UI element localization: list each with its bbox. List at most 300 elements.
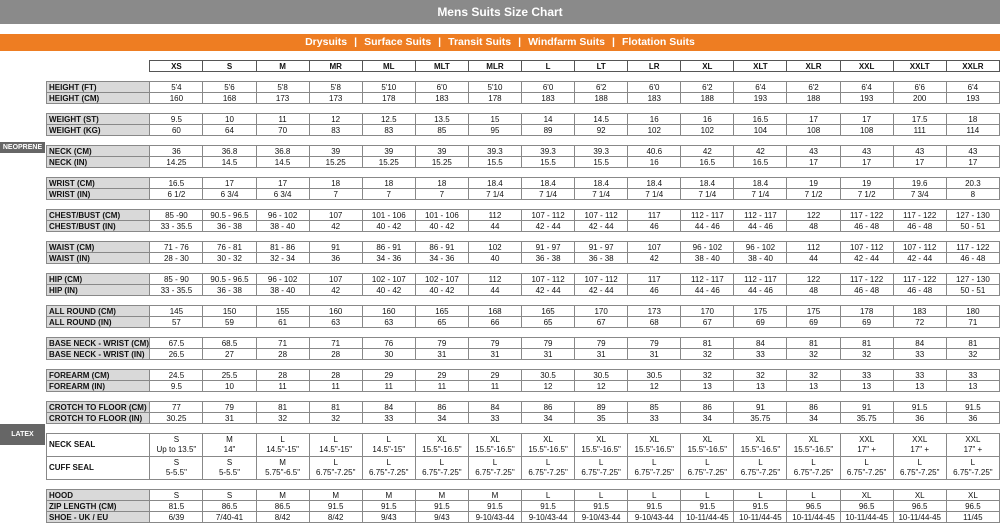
value-cell: 16.5 <box>734 157 787 168</box>
value-cell: 10 <box>203 114 256 125</box>
row-label: NECK SEAL <box>47 434 150 457</box>
value-cell: 13 <box>787 381 840 392</box>
value-cell: 43 <box>787 146 840 157</box>
value-cell: 24.5 <box>150 370 203 381</box>
seal-cell <box>893 457 946 480</box>
seal-range: 6.75"-7.25" <box>369 468 409 477</box>
value-cell: 91.5 <box>575 501 628 512</box>
spacer-row <box>47 424 1000 434</box>
seal-size: XL <box>808 435 819 444</box>
value-cell: 71 - 76 <box>150 242 203 253</box>
value-cell: 7/40-41 <box>203 512 256 523</box>
value-cell: 39.3 <box>468 146 521 157</box>
value-cell: 183 <box>522 93 575 104</box>
spacer-cell <box>150 232 1000 242</box>
value-cell: 63 <box>362 317 415 328</box>
value-cell: 44 <box>468 285 521 296</box>
value-cell: 17 <box>256 178 309 189</box>
row-label: CHEST/BUST (IN) <box>47 221 150 232</box>
value-cell: 188 <box>787 93 840 104</box>
value-cell: 30 <box>362 349 415 360</box>
row-label: BASE NECK - WRIST (CM) <box>47 338 150 349</box>
value-cell: 32 <box>681 370 734 381</box>
seal-cell <box>203 457 256 480</box>
size-chart-table <box>46 60 1000 523</box>
spacer-cell <box>150 104 1000 114</box>
value-cell: 60 <box>150 125 203 136</box>
value-cell: 9/43 <box>362 512 415 523</box>
value-cell: 15.5 <box>468 157 521 168</box>
row-label: HIP (CM) <box>47 274 150 285</box>
value-cell: 84 <box>362 402 415 413</box>
value-cell: M <box>415 490 468 501</box>
value-cell: 11 <box>468 381 521 392</box>
measurement-row <box>47 402 1000 413</box>
value-cell: 6'0 <box>628 82 681 93</box>
value-cell: 40 <box>468 253 521 264</box>
value-cell: 12.5 <box>362 114 415 125</box>
size-header-cell: LR <box>628 61 681 72</box>
value-cell: 30.5 <box>628 370 681 381</box>
value-cell: 65 <box>522 317 575 328</box>
value-cell: 79 <box>628 338 681 349</box>
seal-size: L <box>652 458 657 467</box>
value-cell: 6 3/4 <box>203 189 256 200</box>
value-cell: 178 <box>362 93 415 104</box>
spacer-cell <box>150 360 1000 370</box>
seal-cell <box>734 434 787 457</box>
seal-size: L <box>705 458 710 467</box>
value-cell: 59 <box>203 317 256 328</box>
seal-range: 15.5"-16.5" <box>740 445 781 454</box>
value-cell: 32 - 34 <box>256 253 309 264</box>
value-cell: 193 <box>840 93 893 104</box>
value-cell: 188 <box>681 93 734 104</box>
value-cell: 33 <box>893 370 946 381</box>
spacer-row <box>47 296 1000 306</box>
value-cell: 10-11/44-45 <box>840 512 893 523</box>
value-cell: 112 - 117 <box>681 274 734 285</box>
seal-size: L <box>439 458 445 467</box>
value-cell: 117 - 122 <box>840 210 893 221</box>
value-cell: 89 <box>522 125 575 136</box>
value-cell: 175 <box>734 306 787 317</box>
value-cell: 43 <box>893 146 946 157</box>
value-cell: 13 <box>893 381 946 392</box>
seal-range: 15.5"-16.5" <box>475 445 515 454</box>
value-cell: 31 <box>522 349 575 360</box>
value-cell: 91.5 <box>468 501 521 512</box>
seal-size: L <box>811 458 816 467</box>
measurement-row <box>47 490 1000 501</box>
seal-range: 6.75"-7.25" <box>793 468 834 477</box>
seal-range: 6.75"-7.25" <box>740 468 781 477</box>
spacer-cell <box>150 296 1000 306</box>
header-corner <box>47 61 150 72</box>
value-cell: L <box>575 490 628 501</box>
value-cell: 79 <box>468 338 521 349</box>
measurement-row <box>47 349 1000 360</box>
value-cell: 42 - 44 <box>575 221 628 232</box>
value-cell: 36 <box>309 253 362 264</box>
neoprene-tag: NEOPRENE <box>0 142 45 153</box>
value-cell: M <box>309 490 362 501</box>
value-cell: 117 - 122 <box>946 242 999 253</box>
value-cell: 193 <box>734 93 787 104</box>
value-cell: 9/43 <box>415 512 468 523</box>
measurement-row <box>47 157 1000 168</box>
value-cell: 91 - 97 <box>575 242 628 253</box>
value-cell: 35.75 <box>840 413 893 424</box>
spacer-cell <box>47 392 150 402</box>
value-cell: 35.75 <box>734 413 787 424</box>
measurement-row <box>47 93 1000 104</box>
value-cell: 107 - 112 <box>893 242 946 253</box>
row-label: CHEST/BUST (CM) <box>47 210 150 221</box>
value-cell: 36 <box>946 413 999 424</box>
value-cell: 96.5 <box>946 501 999 512</box>
seal-size: XXL <box>859 435 875 444</box>
seal-range: 15.5"-16.5" <box>634 445 674 454</box>
value-cell: 42 - 44 <box>575 285 628 296</box>
value-cell: 25.5 <box>203 370 256 381</box>
seal-size: S <box>173 458 180 467</box>
value-cell: 5'4 <box>150 82 203 93</box>
seal-cell <box>522 457 575 480</box>
value-cell: 32 <box>787 370 840 381</box>
row-label: WAIST (CM) <box>47 242 150 253</box>
value-cell: 18 <box>362 178 415 189</box>
value-cell: 122 <box>787 210 840 221</box>
value-cell: 107 - 112 <box>522 274 575 285</box>
row-label: CROTCH TO FLOOR (CM) <box>47 402 150 413</box>
value-cell: 28 <box>256 349 309 360</box>
seal-cell <box>681 457 734 480</box>
value-cell: 34 <box>681 413 734 424</box>
value-cell: 84 <box>893 338 946 349</box>
page-title: Mens Suits Size Chart <box>437 5 563 19</box>
row-label: SHOE - UK / EU <box>47 512 150 523</box>
value-cell: 173 <box>628 306 681 317</box>
value-cell: 17.5 <box>893 114 946 125</box>
value-cell: 29 <box>415 370 468 381</box>
seal-cell <box>468 434 521 457</box>
value-cell: 48 <box>787 221 840 232</box>
seal-cell <box>150 457 203 480</box>
value-cell: 165 <box>522 306 575 317</box>
value-cell: 200 <box>893 93 946 104</box>
value-cell: 86 <box>787 402 840 413</box>
value-cell: 84 <box>468 402 521 413</box>
nav-link-flotation-suits[interactable]: Flotation Suits <box>621 36 695 48</box>
value-cell: 89 <box>575 402 628 413</box>
measurement-row <box>47 114 1000 125</box>
value-cell: 81 <box>256 402 309 413</box>
seal-cell <box>362 434 415 457</box>
value-cell: 32 <box>681 349 734 360</box>
value-cell: 91.5 <box>734 501 787 512</box>
value-cell: 19.6 <box>893 178 946 189</box>
spacer-cell <box>150 328 1000 338</box>
value-cell: 11 <box>309 381 362 392</box>
value-cell: 76 <box>362 338 415 349</box>
value-cell: 5'8 <box>309 82 362 93</box>
value-cell: 5'10 <box>362 82 415 93</box>
value-cell: 15.5 <box>575 157 628 168</box>
value-cell: 46 - 48 <box>840 221 893 232</box>
seal-range: 6.75"-7.25" <box>846 468 887 477</box>
value-cell: 14 <box>522 114 575 125</box>
value-cell: 71 <box>309 338 362 349</box>
value-cell: S <box>150 490 203 501</box>
measurement-row <box>47 253 1000 264</box>
value-cell: 14.5 <box>575 114 628 125</box>
value-cell: 46 - 48 <box>893 285 946 296</box>
value-cell: 13 <box>681 381 734 392</box>
value-cell: 38 - 40 <box>256 285 309 296</box>
seal-size: L <box>864 458 869 467</box>
value-cell: 40 - 42 <box>362 285 415 296</box>
value-cell: 107 <box>628 242 681 253</box>
size-header-cell: XLR <box>787 61 840 72</box>
value-cell: 36 - 38 <box>575 253 628 264</box>
spacer-cell <box>47 480 150 490</box>
value-cell: 7 <box>415 189 468 200</box>
seal-range: 6.75"-7.25" <box>899 468 940 477</box>
spacer-row <box>47 392 1000 402</box>
seal-size: M <box>226 435 233 444</box>
value-cell: 12 <box>628 381 681 392</box>
spacer-row <box>47 360 1000 370</box>
value-cell: 6'2 <box>787 82 840 93</box>
row-label: ZIP LENGTH (CM) <box>47 501 150 512</box>
value-cell: 44 - 46 <box>734 221 787 232</box>
value-cell: 34 - 36 <box>362 253 415 264</box>
value-cell: 112 - 117 <box>681 210 734 221</box>
value-cell: 101 - 106 <box>362 210 415 221</box>
value-cell: 155 <box>256 306 309 317</box>
seal-range: 5-5.5" <box>218 468 241 477</box>
value-cell: 145 <box>150 306 203 317</box>
value-cell: 39 <box>309 146 362 157</box>
seal-row <box>47 434 1000 457</box>
row-label: FOREARM (CM) <box>47 370 150 381</box>
value-cell: 36.8 <box>256 146 309 157</box>
seal-range: Up to 13.5" <box>156 445 197 454</box>
seal-cell <box>309 457 362 480</box>
row-label: HIP (IN) <box>47 285 150 296</box>
value-cell: 150 <box>203 306 256 317</box>
value-cell: 39 <box>415 146 468 157</box>
nav-separator: | <box>612 36 615 48</box>
value-cell: 6 1/2 <box>150 189 203 200</box>
nav-separator: | <box>354 36 358 48</box>
value-cell: 33 <box>628 413 681 424</box>
seal-cell <box>256 457 309 480</box>
value-cell: 19 <box>787 178 840 189</box>
seal-range: 14" <box>223 445 236 454</box>
value-cell: 5'6 <box>203 82 256 93</box>
value-cell: 85 <box>415 125 468 136</box>
value-cell: 117 - 122 <box>893 210 946 221</box>
value-cell: 111 <box>893 125 946 136</box>
size-header-cell: MR <box>309 61 362 72</box>
value-cell: 77 <box>150 402 203 413</box>
spacer-row <box>47 104 1000 114</box>
value-cell: 168 <box>468 306 521 317</box>
nav-link-drysuits[interactable]: Drysuits <box>305 36 348 48</box>
value-cell: 42 <box>681 146 734 157</box>
value-cell: 91.5 <box>522 501 575 512</box>
value-cell: 16.5 <box>681 157 734 168</box>
seal-range: 15.5"-16.5" <box>793 445 834 454</box>
seal-range: 6.75"-7.25" <box>634 468 674 477</box>
value-cell: 112 - 117 <box>734 210 787 221</box>
value-cell: 30.25 <box>150 413 203 424</box>
value-cell: 104 <box>734 125 787 136</box>
seal-size: L <box>386 458 391 467</box>
value-cell: 40 - 42 <box>415 221 468 232</box>
seal-size: S <box>173 435 180 444</box>
measurement-row <box>47 381 1000 392</box>
value-cell: 44 - 46 <box>681 221 734 232</box>
value-cell: 33 <box>946 370 999 381</box>
value-cell: 14.5 <box>256 157 309 168</box>
measurement-row <box>47 82 1000 93</box>
value-cell: 72 <box>893 317 946 328</box>
seal-cell <box>946 434 999 457</box>
value-cell: 18 <box>946 114 999 125</box>
value-cell: 33 <box>734 349 787 360</box>
value-cell: S <box>203 490 256 501</box>
value-cell: 10-11/44-45 <box>734 512 787 523</box>
value-cell: 46 - 48 <box>840 285 893 296</box>
value-cell: 42 - 44 <box>522 221 575 232</box>
value-cell: 81 <box>787 338 840 349</box>
value-cell: 44 <box>468 221 521 232</box>
value-cell: 46 - 48 <box>893 221 946 232</box>
value-cell: 102 <box>628 125 681 136</box>
seal-size: L <box>333 435 338 444</box>
nav-link-surface-suits[interactable]: Surface Suits <box>364 36 432 48</box>
value-cell: 31 <box>415 349 468 360</box>
value-cell: 18 <box>415 178 468 189</box>
nav-link-windfarm-suits[interactable]: Windfarm Suits <box>528 36 606 48</box>
value-cell: 183 <box>893 306 946 317</box>
value-cell: 160 <box>150 93 203 104</box>
spacer-row <box>47 232 1000 242</box>
value-cell: 67.5 <box>150 338 203 349</box>
nav-link-transit-suits[interactable]: Transit Suits <box>448 36 512 48</box>
value-cell: 46 - 48 <box>946 253 999 264</box>
value-cell: 85 -90 <box>150 210 203 221</box>
value-cell: 30.5 <box>575 370 628 381</box>
value-cell: 6'2 <box>575 82 628 93</box>
value-cell: 16.5 <box>150 178 203 189</box>
value-cell: 170 <box>575 306 628 317</box>
seal-cell <box>787 457 840 480</box>
value-cell: 90.5 - 96.5 <box>203 210 256 221</box>
value-cell: 96 - 102 <box>734 242 787 253</box>
value-cell: 173 <box>256 93 309 104</box>
value-cell: 96 - 102 <box>256 210 309 221</box>
value-cell: 9-10/43-44 <box>522 512 575 523</box>
value-cell: 183 <box>628 93 681 104</box>
row-label: WRIST (IN) <box>47 189 150 200</box>
value-cell: 32 <box>734 370 787 381</box>
value-cell: 91.5 <box>415 501 468 512</box>
value-cell: 9.5 <box>150 381 203 392</box>
value-cell: 6'2 <box>681 82 734 93</box>
value-cell: 32 <box>946 349 999 360</box>
seal-cell <box>628 457 681 480</box>
value-cell: 34 <box>787 413 840 424</box>
seal-cell <box>415 434 468 457</box>
value-cell: 117 <box>628 274 681 285</box>
spacer-cell <box>47 264 150 274</box>
value-cell: 6/39 <box>150 512 203 523</box>
value-cell: 57 <box>150 317 203 328</box>
value-cell: 14.25 <box>150 157 203 168</box>
value-cell: 16 <box>681 114 734 125</box>
value-cell: 5'8 <box>256 82 309 93</box>
seal-size: L <box>917 458 922 467</box>
value-cell: 84 <box>734 338 787 349</box>
value-cell: 38 - 40 <box>256 221 309 232</box>
measurement-row <box>47 221 1000 232</box>
value-cell: 39.3 <box>575 146 628 157</box>
size-header-row <box>47 61 1000 72</box>
value-cell: 96 - 102 <box>681 242 734 253</box>
value-cell: 42 <box>309 285 362 296</box>
value-cell: 79 <box>575 338 628 349</box>
measurement-row <box>47 125 1000 136</box>
value-cell: 91.5 <box>309 501 362 512</box>
value-cell: 79 <box>522 338 575 349</box>
nav-separator: | <box>438 36 442 48</box>
value-cell: 15.25 <box>362 157 415 168</box>
value-cell: 91 <box>840 402 893 413</box>
value-cell: 91.5 <box>946 402 999 413</box>
value-cell: 69 <box>787 317 840 328</box>
value-cell: 69 <box>840 317 893 328</box>
value-cell: 86 - 91 <box>415 242 468 253</box>
seal-range: 15.5"-16.5" <box>581 445 621 454</box>
seal-size: XXL <box>965 435 981 444</box>
seal-cell <box>840 457 893 480</box>
value-cell: 17 <box>787 157 840 168</box>
seal-cell <box>734 457 787 480</box>
row-label: WAIST (IN) <box>47 253 150 264</box>
value-cell: 178 <box>840 306 893 317</box>
seal-size: XXL <box>912 435 928 444</box>
seal-size: S <box>226 458 233 467</box>
value-cell: 29 <box>362 370 415 381</box>
value-cell: 86 <box>415 402 468 413</box>
row-label: BASE NECK - WRIST (IN) <box>47 349 150 360</box>
value-cell: 102 - 107 <box>362 274 415 285</box>
spacer-cell <box>47 72 150 82</box>
seal-row <box>47 457 1000 480</box>
measurement-row <box>47 242 1000 253</box>
spacer-row <box>47 328 1000 338</box>
value-cell: 96 - 102 <box>256 274 309 285</box>
value-cell: 28 <box>309 370 362 381</box>
value-cell: 7 <box>309 189 362 200</box>
size-header-cell: XXLR <box>946 61 999 72</box>
value-cell: 83 <box>362 125 415 136</box>
value-cell: 17 <box>787 114 840 125</box>
